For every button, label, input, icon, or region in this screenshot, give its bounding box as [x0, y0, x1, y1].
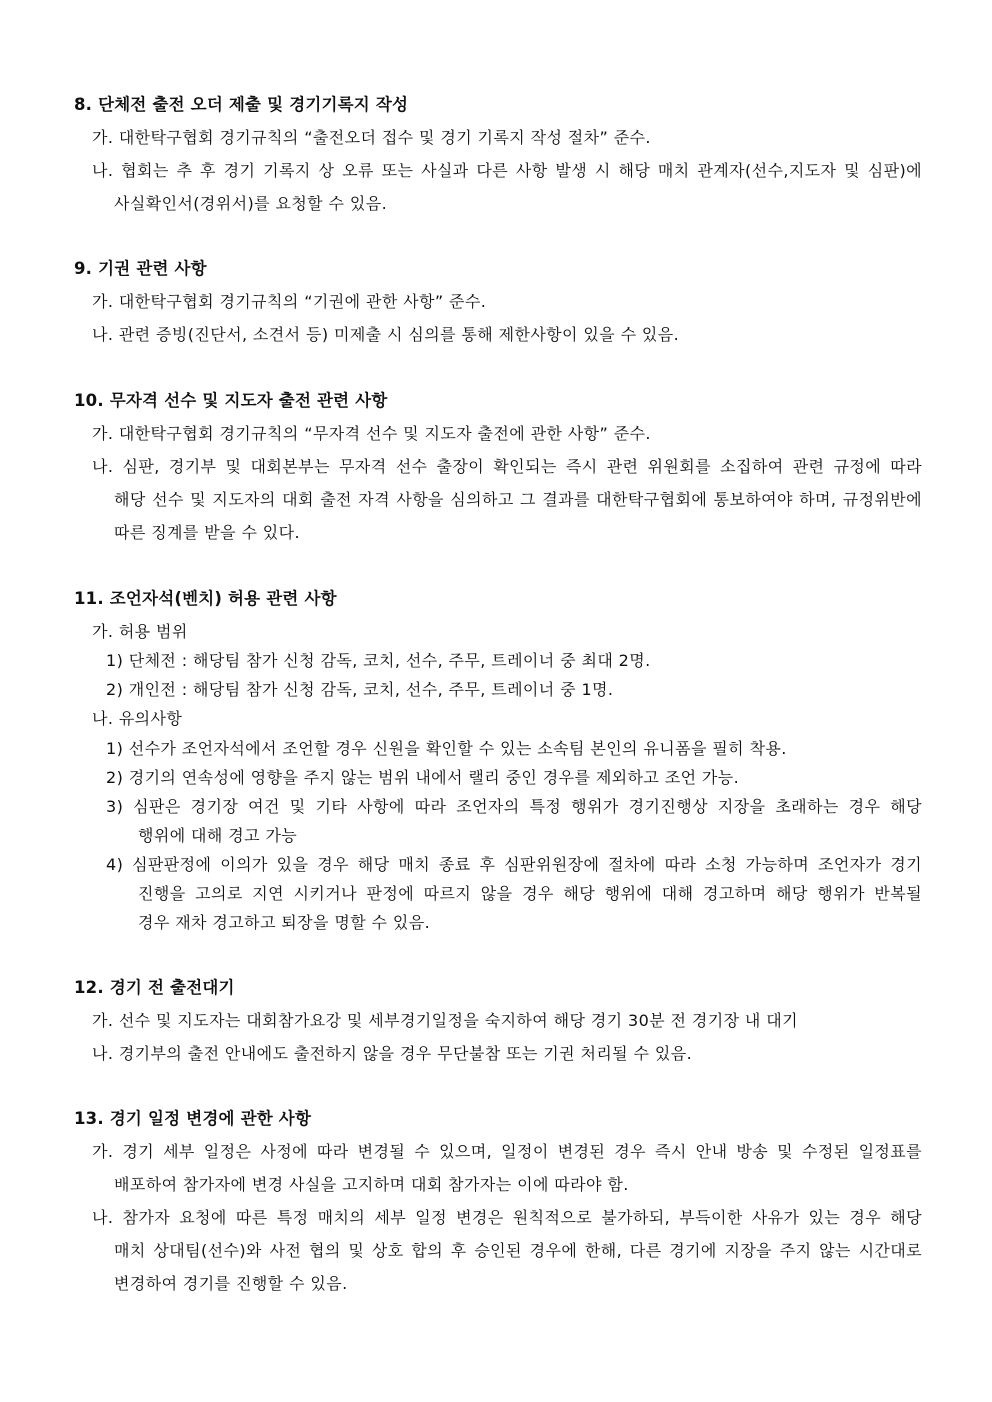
section-11-ga-sub-1: 1) 단체전 : 해당팀 참가 신청 감독, 코치, 선수, 주무, 트레이너 중 최대 2명. — [106, 651, 651, 670]
section-11-na-sub-4-cont-1: 진행을 고의로 지연 시키거나 판정에 따르지 않을 경우 해당 행위에 대해 경고하며 해당 행위가 반복될 — [138, 884, 922, 903]
section-13-item-ga-cont: 배포하여 참가자에 변경 사실을 고지하며 대회 참가자는 이에 따라야 함. — [114, 1175, 629, 1194]
section-13-item-ga: 가. 경기 세부 일정은 사정에 따라 변경될 수 있으며, 일정이 변경된 경우 즉시 안내 방송 및 수정된 일정표를 — [92, 1142, 922, 1161]
section-10-item-na-cont-2: 따른 징계를 받을 수 있다. — [114, 523, 300, 542]
section-11-heading: 11. 조언자석(벤치) 허용 관련 사항 — [74, 589, 337, 608]
section-12-heading: 12. 경기 전 출전대기 — [74, 978, 235, 997]
section-11-item-na: 나. 유의사항 — [92, 709, 183, 728]
section-9-heading: 9. 기권 관련 사항 — [74, 259, 207, 278]
section-11-item-ga: 가. 허용 범위 — [92, 622, 188, 641]
section-13-item-na-cont-1: 매치 상대팀(선수)와 사전 협의 및 상호 합의 후 승인된 경우에 한해, 다른 경기에 지장을 주지 않는 시간대로 — [114, 1241, 922, 1260]
section-13-heading: 13. 경기 일정 변경에 관한 사항 — [74, 1109, 312, 1128]
section-8-item-na: 나. 협회는 추 후 경기 기록지 상 오류 또는 사실과 다른 사항 발생 시 해당 매치 관계자(선수,지도자 및 심판)에 — [92, 161, 922, 180]
section-10-item-na: 나. 심판, 경기부 및 대회본부는 무자격 선수 출장이 확인되는 즉시 관련 위원회를 소집하여 관련 규정에 따라 — [92, 457, 922, 476]
section-13-item-na-cont-2: 변경하여 경기를 진행할 수 있음. — [114, 1274, 348, 1293]
section-13-item-na: 나. 참가자 요청에 따른 특정 매치의 세부 일정 변경은 원칙적으로 불가하되, 부득이한 사유가 있는 경우 해당 — [92, 1208, 922, 1227]
section-9-item-ga: 가. 대한탁구협회 경기규칙의 “기권에 관한 사항” 준수. — [92, 292, 487, 311]
section-11-na-sub-2: 2) 경기의 연속성에 영향을 주지 않는 범위 내에서 랠리 중인 경우를 제외하고 조언 가능. — [106, 768, 740, 787]
section-12-item-ga: 가. 선수 및 지도자는 대회참가요강 및 세부경기일정을 숙지하여 해당 경기 30분 전 경기장 내 대기 — [92, 1011, 798, 1030]
section-8-item-na-cont: 사실확인서(경위서)를 요청할 수 있음. — [114, 194, 388, 213]
section-12-item-na: 나. 경기부의 출전 안내에도 출전하지 않을 경우 무단불참 또는 기권 처리될 수 있음. — [92, 1044, 693, 1063]
section-8-heading: 8. 단체전 출전 오더 제출 및 경기기록지 작성 — [74, 95, 409, 114]
section-11-na-sub-1: 1) 선수가 조언자석에서 조언할 경우 신원을 확인할 수 있는 소속팀 본인의 유니폼을 필히 착용. — [106, 739, 787, 758]
section-10-item-na-cont-1: 해당 선수 및 지도자의 대회 출전 자격 사항을 심의하고 그 결과를 대한탁구협회에 통보하여야 하며, 규정위반에 — [114, 490, 922, 509]
section-11-na-sub-4-cont-2: 경우 재차 경고하고 퇴장을 명할 수 있음. — [138, 913, 431, 932]
section-11-na-sub-4: 4) 심판판정에 이의가 있을 경우 해당 매치 종료 후 심판위원장에 절차에 따라 소청 가능하며 조언자가 경기 — [106, 855, 922, 874]
section-10-heading: 10. 무자격 선수 및 지도자 출전 관련 사항 — [74, 391, 388, 410]
section-11-na-sub-3-cont: 행위에 대해 경고 가능 — [138, 826, 298, 845]
section-10-item-ga: 가. 대한탁구협회 경기규칙의 “무자격 선수 및 지도자 출전에 관한 사항” 준수. — [92, 424, 651, 443]
section-11-na-sub-3: 3) 심판은 경기장 여건 및 기타 사항에 따라 조언자의 특정 행위가 경기진행상 지장을 초래하는 경우 해당 — [106, 797, 922, 816]
section-11-ga-sub-2: 2) 개인전 : 해당팀 참가 신청 감독, 코치, 선수, 주무, 트레이너 중 1명. — [106, 680, 614, 699]
section-8-item-ga: 가. 대한탁구협회 경기규칙의 “출전오더 접수 및 경기 기록지 작성 절차” 준수. — [92, 128, 651, 147]
section-9-item-na: 나. 관련 증빙(진단서, 소견서 등) 미제출 시 심의를 통해 제한사항이 있을 수 있음. — [92, 325, 680, 344]
